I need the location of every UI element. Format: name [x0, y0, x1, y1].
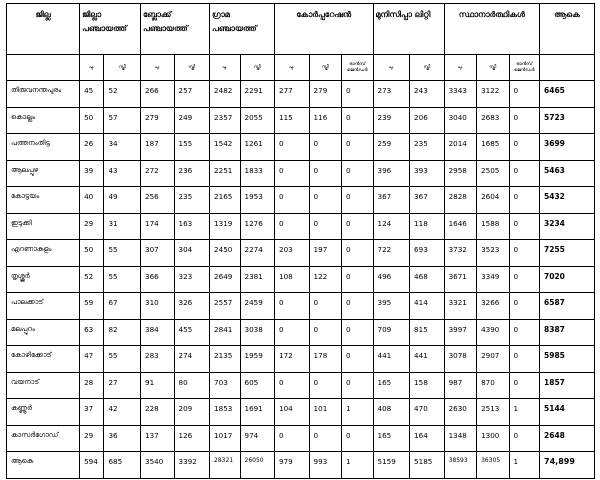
- cell-dp-f: 27: [104, 372, 141, 399]
- cell-co-f: 0: [309, 160, 341, 187]
- cell-total: 3234: [540, 213, 595, 240]
- cell-gp-m: 2165: [210, 187, 240, 214]
- cell-lb-t: 0: [509, 160, 539, 187]
- subheader-male: പു.: [444, 55, 476, 81]
- cell-co-f: 0: [309, 293, 341, 320]
- cell-dp-f: 34: [104, 134, 141, 161]
- cell-co-m: 979: [275, 452, 310, 479]
- cell-mu-f: 393: [410, 160, 445, 187]
- subheader-row: [7, 55, 595, 81]
- cell-gp-f: 1276: [240, 213, 275, 240]
- cell-co-f: 0: [309, 425, 341, 452]
- subheader-female: സ്ത്രീ: [174, 55, 210, 81]
- cell-mu-f: 468: [410, 266, 445, 293]
- cell-dp-f: 55: [104, 266, 141, 293]
- cell-mu-m: 722: [373, 240, 410, 267]
- cell-total: 5463: [540, 160, 595, 187]
- cell-lb-m: 2828: [444, 187, 476, 214]
- cell-bp-f: 80: [174, 372, 210, 399]
- cell-lb-f: 36305: [477, 452, 509, 479]
- cell-dp-m: 45: [80, 81, 104, 108]
- table-row: [7, 346, 595, 373]
- cell-bp-f: 163: [174, 213, 210, 240]
- cell-co-t: 0: [342, 107, 373, 134]
- cell-co-t: 1: [342, 399, 373, 426]
- cell-lb-m: 3040: [444, 107, 476, 134]
- cell-lb-m: 3321: [444, 293, 476, 320]
- cell-co-t: 0: [342, 319, 373, 346]
- cell-lb-f: 2505: [477, 160, 509, 187]
- cell-district: എറണാകുളം: [7, 240, 80, 267]
- cell-gp-f: 1953: [240, 187, 275, 214]
- cell-co-f: 101: [309, 399, 341, 426]
- subheader-male: പു.: [275, 55, 310, 81]
- cell-district: പാലക്കാട്: [7, 293, 80, 320]
- cell-bp-m: 272: [141, 160, 175, 187]
- cell-lb-t: 1: [509, 399, 539, 426]
- cell-mu-m: 124: [373, 213, 410, 240]
- cell-total: 5432: [540, 187, 595, 214]
- cell-co-m: 0: [275, 319, 310, 346]
- cell-lb-f: 1685: [477, 134, 509, 161]
- cell-bp-f: 323: [174, 266, 210, 293]
- cell-co-t: 1: [342, 452, 373, 479]
- cell-total: 2648: [540, 425, 595, 452]
- cell-dp-m: 50: [80, 240, 104, 267]
- cell-dp-m: 47: [80, 346, 104, 373]
- cell-mu-f: 693: [410, 240, 445, 267]
- cell-district: മലപ്പുറം: [7, 319, 80, 346]
- table-row: [7, 266, 595, 293]
- cell-gp-m: 2482: [210, 81, 240, 108]
- cell-lb-t: 0: [509, 107, 539, 134]
- cell-lb-t: 0: [509, 81, 539, 108]
- cell-gp-f: 2291: [240, 81, 275, 108]
- header-corporation: കോർപ്പറേഷൻ: [275, 4, 373, 55]
- cell-gp-m: 2841: [210, 319, 240, 346]
- cell-co-f: 279: [309, 81, 341, 108]
- cell-lb-m: 2014: [444, 134, 476, 161]
- cell-gp-m: 1542: [210, 134, 240, 161]
- cell-mu-f: 367: [410, 187, 445, 214]
- cell-district: കണ്ണൂർ: [7, 399, 80, 426]
- cell-co-t: 0: [342, 266, 373, 293]
- cell-total: 5723: [540, 107, 595, 134]
- table-row: [7, 81, 595, 108]
- header-municipality: മുനിസിപ്പാ ലിറ്റി: [373, 4, 444, 55]
- table-row: [7, 293, 595, 320]
- cell-total: 7020: [540, 266, 595, 293]
- cell-co-t: 0: [342, 160, 373, 187]
- cell-dp-f: 685: [104, 452, 141, 479]
- cell-mu-m: 408: [373, 399, 410, 426]
- cell-co-m: 104: [275, 399, 310, 426]
- cell-gp-f: 26050: [240, 452, 275, 479]
- cell-dp-m: 39: [80, 160, 104, 187]
- cell-co-m: 0: [275, 425, 310, 452]
- cell-lb-t: 0: [509, 319, 539, 346]
- cell-gp-f: 1833: [240, 160, 275, 187]
- cell-district: കോഴിക്കോട്: [7, 346, 80, 373]
- cell-bp-m: 187: [141, 134, 175, 161]
- cell-mu-f: 118: [410, 213, 445, 240]
- cell-bp-m: 310: [141, 293, 175, 320]
- table-row: [7, 399, 595, 426]
- cell-mu-m: 259: [373, 134, 410, 161]
- cell-gp-f: 1691: [240, 399, 275, 426]
- cell-district: കൊല്ലം: [7, 107, 80, 134]
- cell-dp-m: 50: [80, 107, 104, 134]
- cell-co-t: 0: [342, 187, 373, 214]
- cell-lb-t: 0: [509, 293, 539, 320]
- cell-district: ആലപ്പുഴ: [7, 160, 80, 187]
- cell-total: 1857: [540, 372, 595, 399]
- subheader-blank: [7, 55, 80, 81]
- cell-co-t: 0: [342, 346, 373, 373]
- cell-co-m: 115: [275, 107, 310, 134]
- cell-bp-f: 3392: [174, 452, 210, 479]
- cell-gp-m: 1017: [210, 425, 240, 452]
- cell-gp-m: 703: [210, 372, 240, 399]
- cell-mu-f: 5185: [410, 452, 445, 479]
- cell-lb-m: 1348: [444, 425, 476, 452]
- cell-bp-m: 384: [141, 319, 175, 346]
- cell-co-f: 178: [309, 346, 341, 373]
- cell-lb-f: 3122: [477, 81, 509, 108]
- cell-lb-m: 2958: [444, 160, 476, 187]
- cell-total: 8387: [540, 319, 595, 346]
- cell-co-t: 0: [342, 240, 373, 267]
- cell-district: പത്തനംതിട്ട: [7, 134, 80, 161]
- table-row: [7, 372, 595, 399]
- cell-bp-m: 228: [141, 399, 175, 426]
- cell-dp-f: 43: [104, 160, 141, 187]
- cell-gp-m: 1853: [210, 399, 240, 426]
- cell-bp-m: 266: [141, 81, 175, 108]
- cell-district: ആകെ: [7, 452, 80, 479]
- cell-lb-t: 1: [509, 452, 539, 479]
- cell-lb-t: 0: [509, 346, 539, 373]
- cell-gp-f: 2459: [240, 293, 275, 320]
- cell-bp-f: 249: [174, 107, 210, 134]
- cell-total: 5985: [540, 346, 595, 373]
- subheader-female: സ്ത്രീ: [104, 55, 141, 81]
- cell-mu-m: 165: [373, 372, 410, 399]
- subheader-male: പു.: [80, 55, 104, 81]
- subheader-male: പു.: [141, 55, 175, 81]
- cell-co-f: 197: [309, 240, 341, 267]
- cell-gp-f: 974: [240, 425, 275, 452]
- cell-gp-f: 2274: [240, 240, 275, 267]
- cell-co-f: 993: [309, 452, 341, 479]
- cell-lb-f: 3266: [477, 293, 509, 320]
- cell-mu-m: 496: [373, 266, 410, 293]
- cell-bp-m: 91: [141, 372, 175, 399]
- cell-mu-m: 441: [373, 346, 410, 373]
- subheader-female: സ്ത്രീ: [410, 55, 445, 81]
- cell-mu-f: 441: [410, 346, 445, 373]
- cell-gp-m: 2450: [210, 240, 240, 267]
- cell-mu-f: 414: [410, 293, 445, 320]
- cell-total: 5144: [540, 399, 595, 426]
- cell-dp-m: 37: [80, 399, 104, 426]
- cell-bp-m: 137: [141, 425, 175, 452]
- cell-bp-f: 326: [174, 293, 210, 320]
- subheader-transgender: ട്രാൻസ് ജെൻഡർ: [342, 55, 373, 81]
- cell-dp-f: 49: [104, 187, 141, 214]
- table-row: [7, 134, 595, 161]
- cell-gp-m: 2135: [210, 346, 240, 373]
- cell-lb-t: 0: [509, 425, 539, 452]
- cell-lb-f: 2604: [477, 187, 509, 214]
- totals-row: [7, 452, 595, 479]
- cell-dp-m: 29: [80, 213, 104, 240]
- cell-co-m: 203: [275, 240, 310, 267]
- cell-co-m: 108: [275, 266, 310, 293]
- subheader-male: പു.: [373, 55, 410, 81]
- header-district: ജില്ല: [7, 4, 80, 55]
- cell-district: തൃശ്ശൂർ: [7, 266, 80, 293]
- cell-co-f: 0: [309, 213, 341, 240]
- table-row: [7, 213, 595, 240]
- cell-lb-m: 2630: [444, 399, 476, 426]
- cell-dp-f: 55: [104, 240, 141, 267]
- cell-lb-m: 3671: [444, 266, 476, 293]
- subheader-female: സ്ത്രീ: [309, 55, 341, 81]
- cell-bp-f: 236: [174, 160, 210, 187]
- cell-gp-f: 2381: [240, 266, 275, 293]
- cell-mu-m: 367: [373, 187, 410, 214]
- cell-co-f: 0: [309, 134, 341, 161]
- cell-mu-m: 395: [373, 293, 410, 320]
- cell-gp-f: 1959: [240, 346, 275, 373]
- cell-lb-t: 0: [509, 240, 539, 267]
- cell-lb-f: 4390: [477, 319, 509, 346]
- cell-mu-m: 273: [373, 81, 410, 108]
- cell-co-f: 122: [309, 266, 341, 293]
- cell-bp-f: 274: [174, 346, 210, 373]
- header-district-panchayat: ജില്ലാ പഞ്ചായത്ത്: [80, 4, 141, 55]
- cell-district: ഇടുക്കി: [7, 213, 80, 240]
- cell-dp-f: 31: [104, 213, 141, 240]
- cell-co-t: 0: [342, 134, 373, 161]
- cell-co-f: 0: [309, 372, 341, 399]
- table-row: [7, 240, 595, 267]
- table-row: [7, 319, 595, 346]
- cell-mu-m: 5159: [373, 452, 410, 479]
- cell-lb-m: 38593: [444, 452, 476, 479]
- table-row: [7, 160, 595, 187]
- cell-co-m: 0: [275, 160, 310, 187]
- cell-gp-m: 2649: [210, 266, 240, 293]
- cell-bp-m: 279: [141, 107, 175, 134]
- cell-dp-m: 63: [80, 319, 104, 346]
- cell-mu-m: 709: [373, 319, 410, 346]
- cell-lb-f: 3349: [477, 266, 509, 293]
- cell-lb-m: 987: [444, 372, 476, 399]
- cell-co-t: 0: [342, 81, 373, 108]
- table-row: [7, 187, 595, 214]
- cell-lb-t: 0: [509, 266, 539, 293]
- cell-dp-m: 40: [80, 187, 104, 214]
- cell-bp-f: 209: [174, 399, 210, 426]
- cell-gp-m: 2251: [210, 160, 240, 187]
- cell-gp-f: 2055: [240, 107, 275, 134]
- cell-co-t: 0: [342, 293, 373, 320]
- cell-dp-m: 26: [80, 134, 104, 161]
- cell-mu-m: 239: [373, 107, 410, 134]
- cell-co-m: 0: [275, 372, 310, 399]
- cell-co-t: 0: [342, 372, 373, 399]
- cell-co-m: 172: [275, 346, 310, 373]
- cell-gp-m: 28321: [210, 452, 240, 479]
- cell-gp-m: 1319: [210, 213, 240, 240]
- cell-dp-f: 55: [104, 346, 141, 373]
- cell-district: കോട്ടയം: [7, 187, 80, 214]
- subheader-female: സ്ത്രീ: [477, 55, 509, 81]
- table-body: [7, 81, 595, 479]
- cell-lb-f: 2907: [477, 346, 509, 373]
- subheader-blank: [540, 55, 595, 81]
- cell-bp-f: 257: [174, 81, 210, 108]
- cell-lb-m: 3732: [444, 240, 476, 267]
- subheader-male: പു.: [210, 55, 240, 81]
- cell-bp-f: 155: [174, 134, 210, 161]
- cell-lb-f: 2683: [477, 107, 509, 134]
- cell-lb-f: 3523: [477, 240, 509, 267]
- cell-mu-f: 243: [410, 81, 445, 108]
- subheader-female: സ്ത്രീ: [240, 55, 275, 81]
- cell-district: തിരുവനന്തപുരം: [7, 81, 80, 108]
- cell-co-m: 0: [275, 213, 310, 240]
- cell-gp-m: 2557: [210, 293, 240, 320]
- cell-district: കാസർഗോഡ്: [7, 425, 80, 452]
- table-row: [7, 107, 595, 134]
- cell-mu-m: 396: [373, 160, 410, 187]
- cell-gp-m: 2357: [210, 107, 240, 134]
- cell-gp-f: 1261: [240, 134, 275, 161]
- cell-mu-f: 470: [410, 399, 445, 426]
- cell-lb-f: 870: [477, 372, 509, 399]
- cell-dp-f: 42: [104, 399, 141, 426]
- cell-bp-m: 3540: [141, 452, 175, 479]
- cell-dp-m: 29: [80, 425, 104, 452]
- cell-total: 7255: [540, 240, 595, 267]
- cell-bp-f: 304: [174, 240, 210, 267]
- cell-dp-m: 59: [80, 293, 104, 320]
- cell-lb-m: 3997: [444, 319, 476, 346]
- candidates-table: [6, 3, 595, 479]
- cell-lb-f: 1588: [477, 213, 509, 240]
- header-grama-panchayat: ഗ്രാമ പഞ്ചായത്ത്: [210, 4, 275, 55]
- cell-dp-m: 28: [80, 372, 104, 399]
- cell-lb-m: 1646: [444, 213, 476, 240]
- cell-dp-f: 36: [104, 425, 141, 452]
- cell-lb-t: 0: [509, 372, 539, 399]
- cell-lb-m: 3343: [444, 81, 476, 108]
- cell-co-t: 0: [342, 213, 373, 240]
- cell-dp-f: 52: [104, 81, 141, 108]
- cell-lb-t: 0: [509, 134, 539, 161]
- cell-dp-m: 594: [80, 452, 104, 479]
- cell-lb-m: 3078: [444, 346, 476, 373]
- cell-lb-f: 1300: [477, 425, 509, 452]
- cell-gp-f: 3038: [240, 319, 275, 346]
- cell-lb-t: 0: [509, 187, 539, 214]
- cell-bp-f: 126: [174, 425, 210, 452]
- cell-bp-m: 256: [141, 187, 175, 214]
- cell-total: 3699: [540, 134, 595, 161]
- cell-lb-t: 0: [509, 213, 539, 240]
- cell-bp-m: 307: [141, 240, 175, 267]
- cell-gp-f: 605: [240, 372, 275, 399]
- cell-mu-f: 206: [410, 107, 445, 134]
- cell-lb-f: 2513: [477, 399, 509, 426]
- cell-co-f: 0: [309, 187, 341, 214]
- cell-co-f: 0: [309, 319, 341, 346]
- cell-dp-f: 82: [104, 319, 141, 346]
- cell-bp-m: 174: [141, 213, 175, 240]
- cell-bp-f: 455: [174, 319, 210, 346]
- cell-mu-f: 815: [410, 319, 445, 346]
- cell-dp-m: 52: [80, 266, 104, 293]
- cell-mu-f: 164: [410, 425, 445, 452]
- cell-co-m: 277: [275, 81, 310, 108]
- cell-co-f: 116: [309, 107, 341, 134]
- header-total: ആകെ: [540, 4, 595, 55]
- header-row: [7, 4, 595, 55]
- cell-mu-m: 165: [373, 425, 410, 452]
- cell-total: 74,899: [540, 452, 595, 479]
- cell-bp-f: 235: [174, 187, 210, 214]
- cell-mu-f: 235: [410, 134, 445, 161]
- cell-total: 6587: [540, 293, 595, 320]
- cell-district: വയനാട്: [7, 372, 80, 399]
- cell-dp-f: 67: [104, 293, 141, 320]
- cell-bp-m: 283: [141, 346, 175, 373]
- header-local-bodies: സ്ഥാനാർത്ഥികൾ: [444, 4, 539, 55]
- cell-bp-m: 366: [141, 266, 175, 293]
- cell-co-m: 0: [275, 293, 310, 320]
- cell-co-m: 0: [275, 187, 310, 214]
- cell-co-t: 0: [342, 425, 373, 452]
- cell-co-m: 0: [275, 134, 310, 161]
- table-row: [7, 425, 595, 452]
- header-block-panchayat: ബ്ലോക്ക് പഞ്ചായത്ത്: [141, 4, 210, 55]
- subheader-transgender: ട്രാൻസ് ജെൻഡർ: [509, 55, 539, 81]
- cell-mu-f: 158: [410, 372, 445, 399]
- cell-total: 6465: [540, 81, 595, 108]
- cell-dp-f: 57: [104, 107, 141, 134]
